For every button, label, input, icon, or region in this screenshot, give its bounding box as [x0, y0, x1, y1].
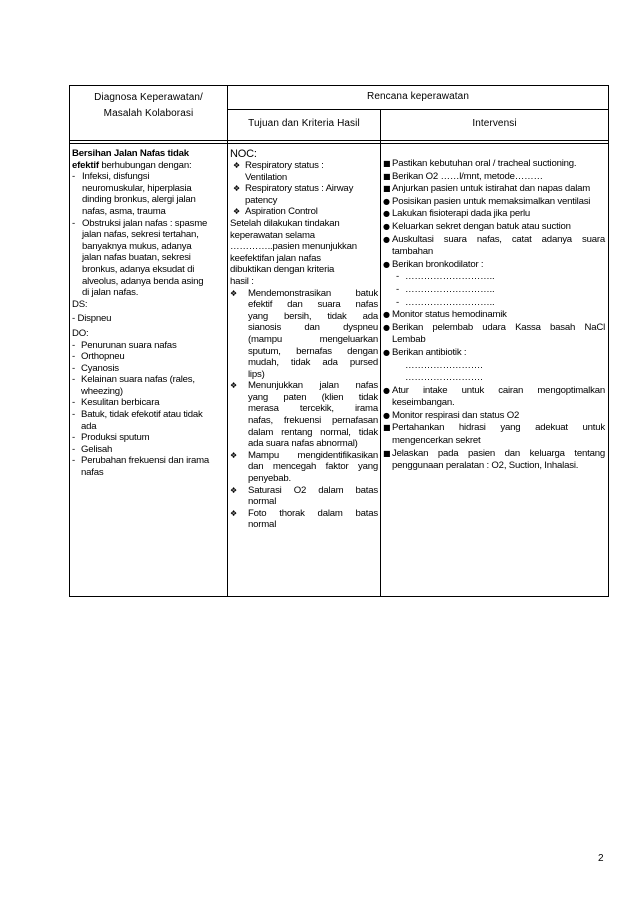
do-list: [72, 340, 226, 479]
criteria-item: [230, 450, 378, 485]
text-line: Batuk, tidak efekotif atau tidak: [81, 409, 203, 421]
cause-item: [72, 171, 226, 217]
header-plan-label: Rencana keperawatan: [367, 91, 469, 102]
text-line: neuromuskular, hiperplasia: [82, 182, 192, 194]
goals-intro-line: keperawatan selama: [230, 229, 315, 241]
list-marker: ●: [383, 209, 390, 219]
list-item-text: [81, 409, 226, 432]
list-item-text: [392, 234, 605, 259]
intervention-item: [383, 271, 605, 284]
do-item: [72, 374, 226, 397]
intervention-item: [383, 208, 605, 221]
header-diagnosis-line1: Diagnosa Keperawatan/: [94, 92, 203, 103]
list-item-text: [81, 444, 226, 456]
text-line: Lembab: [392, 334, 426, 346]
list-item-text: [392, 385, 605, 410]
ds-label: DS:: [72, 298, 88, 310]
list-marker: -: [72, 171, 75, 183]
list-marker: -: [72, 443, 75, 455]
text-line: Atur intake untuk cairan mengoptimalkan: [392, 384, 605, 396]
list-item-text: [392, 171, 605, 184]
list-item-text: [81, 351, 226, 363]
text-line: patency: [245, 194, 278, 206]
list-item-text: [392, 347, 605, 360]
criteria-item: [230, 380, 378, 450]
text-line: ………………………..: [405, 271, 495, 283]
list-item-text: [248, 508, 378, 531]
page-number: 2: [598, 853, 604, 864]
text-line: Produksi sputum: [81, 432, 150, 444]
list-item-text: [392, 422, 605, 447]
list-marker: ❖: [230, 508, 237, 518]
text-line: normal: [248, 496, 277, 508]
text-line: …………………….: [405, 372, 483, 384]
text-line: Cyanosis: [81, 362, 119, 374]
diagnosis-related-text: berhubungan dengan:: [98, 159, 192, 171]
list-marker: ●: [383, 410, 390, 420]
list-item-text: [82, 218, 226, 299]
text-line: Mendemonstrasikan batuk: [248, 287, 378, 299]
list-marker: ■: [383, 159, 391, 168]
list-item-text: [245, 206, 378, 218]
text-line: efektif dan suara nafas: [248, 299, 378, 311]
intervention-item: [383, 158, 605, 171]
text-line: nafas, asma, trauma: [82, 205, 166, 217]
text-line: Saturasi O2 dalam batas: [248, 484, 378, 496]
diagnosis-column: [72, 148, 226, 479]
list-marker: ❖: [230, 450, 237, 460]
list-marker: ■: [383, 184, 391, 194]
list-marker: -: [72, 432, 75, 444]
text-line: Lakukan fisioterapi dada jika perlu: [392, 208, 531, 220]
diagnosis-title: Bersihan Jalan Nafas tidak: [72, 148, 189, 159]
list-item-text: [392, 196, 605, 209]
list-marker: ❖: [230, 288, 237, 298]
interventions-column: [383, 158, 605, 473]
text-line: jalan nafas buatan, sekresi: [82, 252, 191, 264]
criteria-item: [230, 288, 378, 381]
criteria-item: [230, 508, 378, 531]
text-line: …………………….: [405, 359, 483, 371]
header-diagnosis: [70, 90, 227, 122]
list-item-text: [248, 380, 378, 450]
list-marker: -: [72, 351, 75, 363]
text-line: Berikan O2 ……l/mnt, metode………: [392, 170, 543, 182]
text-line: dan mencegah faktor yang: [248, 461, 378, 473]
list-marker: ❖: [233, 161, 240, 170]
list-marker: -: [396, 283, 399, 295]
text-line: Respiratory status :: [245, 160, 324, 171]
list-marker: -: [396, 296, 399, 308]
text-line: Respiratory status : Airway: [245, 183, 354, 195]
list-marker: ❖: [230, 381, 237, 391]
text-line: Berikan bronkodilator :: [392, 258, 484, 270]
text-line: bronkus, adanya eksudat di: [82, 263, 195, 275]
text-line: keseimbangan.: [392, 397, 455, 409]
intervention-item: [383, 221, 605, 234]
interventions-list: [383, 158, 605, 473]
list-marker: -: [72, 374, 75, 386]
list-marker: -: [72, 217, 75, 229]
do-item: [72, 351, 226, 363]
list-marker: ❖: [233, 207, 240, 217]
intervention-item: [383, 385, 605, 410]
list-marker: ●: [383, 322, 390, 332]
text-line: Ventilation: [245, 171, 288, 183]
text-line: Auskultasi suara nafas, catat adanya suara: [392, 233, 605, 245]
header-bottom-border: [70, 140, 608, 141]
list-item-text: [81, 397, 226, 409]
intervention-item: [383, 284, 605, 297]
header-diagnosis-line2: Masalah Kolaborasi: [103, 108, 194, 119]
list-item-text: [81, 432, 226, 444]
criteria-list: [230, 288, 378, 531]
noc-label: NOC:: [230, 148, 257, 160]
list-item-text: [392, 183, 605, 196]
list-item-text: [392, 322, 605, 347]
text-line: ada suara nafas abnormal): [248, 438, 358, 450]
text-line: Perubahan frekuensi dan irama: [81, 455, 210, 467]
text-line: Berikan pelembab udara Kassa basah NaCl: [392, 321, 605, 333]
text-line: Anjurkan pasien untuk istirahat dan napas dalam: [392, 183, 591, 195]
list-marker: ■: [383, 171, 391, 181]
list-item-text: [405, 372, 605, 385]
header-interventions-label: Intervensi: [472, 118, 517, 129]
text-line: Penurunan suara nafas: [81, 339, 177, 351]
list-marker: ●: [383, 234, 390, 244]
column-divider-1: [227, 86, 228, 596]
do-item: [72, 409, 226, 432]
goals-intro-line: dibuktikan dengan kriteria: [230, 264, 335, 276]
intervention-item: [383, 309, 605, 322]
list-item-text: [245, 160, 378, 183]
list-item-text: [245, 183, 378, 206]
ds-item: - Dispneu: [72, 313, 112, 325]
diagnosis-related: [72, 160, 226, 172]
text-line: Menunjukkan jalan nafas: [248, 380, 378, 392]
header-goals: [228, 116, 380, 132]
criteria-item: [230, 485, 378, 508]
text-line: yang bersih, tidak ada: [248, 310, 378, 322]
text-line: alveolus, adanya benda asing: [82, 275, 204, 287]
list-marker: -: [72, 339, 75, 351]
noc-item: [230, 206, 378, 218]
list-item-text: [405, 271, 605, 284]
ds-list: [72, 313, 226, 325]
intervention-item: [383, 171, 605, 184]
do-item: [72, 363, 226, 375]
header-goals-label: Tujuan dan Kriteria Hasil: [248, 118, 360, 129]
text-line: Monitor status hemodinamik: [392, 309, 507, 321]
text-line: Foto thorak dalam batas: [248, 507, 378, 519]
list-marker: ❖: [230, 485, 237, 495]
list-marker: ●: [383, 385, 390, 395]
list-marker: ❖: [233, 184, 240, 194]
intervention-item: [383, 183, 605, 196]
text-line: ………………………..: [405, 283, 495, 295]
column-divider-2: [380, 109, 381, 596]
intervention-item: [383, 297, 605, 310]
list-marker: ●: [383, 347, 390, 357]
list-marker: -: [72, 397, 75, 409]
text-line: wheezing): [81, 385, 123, 397]
text-line: di jalan nafas.: [82, 287, 139, 299]
intervention-item: [383, 360, 605, 373]
text-line: Infeksi, disfungsi: [82, 171, 150, 183]
goals-intro-line: …………..pasien menunjukkan: [230, 241, 357, 253]
noc-list: [230, 160, 378, 218]
header-plan: [228, 89, 608, 105]
goals-intro-line: keefektifan jalan nafas: [230, 252, 321, 264]
list-marker: ■: [383, 448, 391, 458]
goals-intro-line: hasil :: [230, 275, 254, 287]
text-line: nafas: [81, 467, 104, 479]
list-item-text: [81, 363, 226, 375]
noc-item: [230, 183, 378, 206]
text-line: sianosis dan dyspneu: [248, 322, 378, 334]
intervention-item: [383, 322, 605, 347]
text-line: Posisikan pasien untuk memaksimalkan ventilasi: [392, 195, 591, 207]
list-marker: -: [72, 455, 75, 467]
list-item-text: [81, 374, 226, 397]
text-line: sputum, bernafas dengan: [248, 345, 378, 357]
list-item-text: [81, 340, 226, 352]
list-item-text: [392, 221, 605, 234]
list-marker: ●: [383, 221, 390, 231]
text-line: Kesulitan berbicara: [81, 397, 160, 409]
text-line: mengencerkan sekret: [392, 435, 481, 447]
text-line: nafas, frekuensi pernafasan: [248, 415, 378, 427]
text-line: penyebab.: [248, 473, 292, 485]
text-line: jalan nafas, sekresi tertahan,: [82, 229, 199, 241]
list-marker: -: [72, 362, 75, 374]
causes-list: [72, 171, 226, 299]
text-line: dinding bronkus, alergi jalan: [82, 194, 196, 206]
header-interventions: [381, 116, 608, 132]
goals-intro: [230, 218, 378, 288]
text-line: normal: [248, 519, 277, 531]
text-line: Obstruksi jalan nafas : spasme: [82, 217, 208, 229]
list-item-text: [82, 171, 226, 217]
list-marker: ●: [383, 310, 390, 320]
text-line: Keluarkan sekret dengan batuk atau suction: [392, 220, 571, 232]
do-item: [72, 340, 226, 352]
text-line: Gelisah: [81, 443, 113, 455]
intervention-item: [383, 234, 605, 259]
list-item-text: [392, 208, 605, 221]
goals-intro-line: Setelah dilakukan tindakan: [230, 217, 340, 229]
text-line: Mampu mengidentifikasikan: [248, 449, 378, 461]
care-plan-table: [69, 85, 609, 597]
list-item-text: [81, 455, 226, 478]
list-marker: ●: [383, 196, 390, 206]
text-line: penggunaan peralatan : O2, Suction, Inhalasi.: [392, 460, 579, 472]
list-item-text: [392, 259, 605, 272]
text-line: Berikan antibiotik :: [392, 346, 467, 358]
text-line: yang paten (klien tidak: [248, 391, 378, 403]
do-label: DO:: [72, 327, 89, 339]
text-line: banyaknya mukus, adanya: [82, 240, 192, 252]
intervention-item: [383, 347, 605, 360]
list-item-text: [248, 288, 378, 381]
list-item-text: [392, 309, 605, 322]
list-item-text: [248, 450, 378, 485]
list-marker: -: [396, 271, 399, 283]
intervention-item: [383, 448, 605, 473]
list-marker: -: [72, 409, 75, 421]
intervention-item: [383, 196, 605, 209]
header-bottom-border-2: [70, 143, 608, 144]
text-line: Jelaskan pada pasien dan keluarga tentang: [392, 447, 605, 459]
header-subrow-divider: [227, 109, 608, 110]
goals-column: [230, 148, 378, 531]
cause-item: [72, 218, 226, 299]
intervention-item: [383, 422, 605, 447]
list-item-text: [405, 297, 605, 310]
text-line: Pastikan kebutuhan oral / tracheal suctioning.: [392, 158, 577, 169]
text-line: (mampu mengeluarkan: [248, 333, 378, 345]
text-line: mudah, tidak ada pursed: [248, 357, 378, 369]
intervention-item: [383, 410, 605, 423]
do-item: [72, 455, 226, 478]
list-marker: ■: [383, 423, 391, 433]
list-item-text: [392, 410, 605, 423]
text-line: Orthopneu: [81, 351, 125, 363]
list-item-text: [392, 158, 605, 171]
text-line: dalam rentang normal, tidak: [248, 426, 378, 438]
text-line: ada: [81, 420, 97, 432]
diagnosis-efektif: efektif: [72, 159, 99, 171]
text-line: Aspiration Control: [245, 206, 318, 218]
text-line: Kelainan suara nafas (rales,: [81, 374, 195, 386]
text-line: ………………………..: [405, 296, 495, 308]
list-item-text: [405, 284, 605, 297]
list-item-text: [392, 448, 605, 473]
intervention-item: [383, 259, 605, 272]
text-line: merasa tercekik, irama: [248, 403, 378, 415]
text-line: lips): [248, 368, 265, 380]
text-line: Pertahankan hidrasi yang adekuat untuk: [392, 422, 605, 434]
list-item-text: [248, 485, 378, 508]
do-item: [72, 444, 226, 456]
text-line: Monitor respirasi dan status O2: [392, 409, 520, 421]
list-marker: ●: [383, 259, 390, 269]
noc-item: [230, 160, 378, 183]
text-line: tambahan: [392, 246, 434, 258]
list-item-text: [405, 360, 605, 373]
intervention-item: [383, 372, 605, 385]
do-item: [72, 397, 226, 409]
do-item: [72, 432, 226, 444]
